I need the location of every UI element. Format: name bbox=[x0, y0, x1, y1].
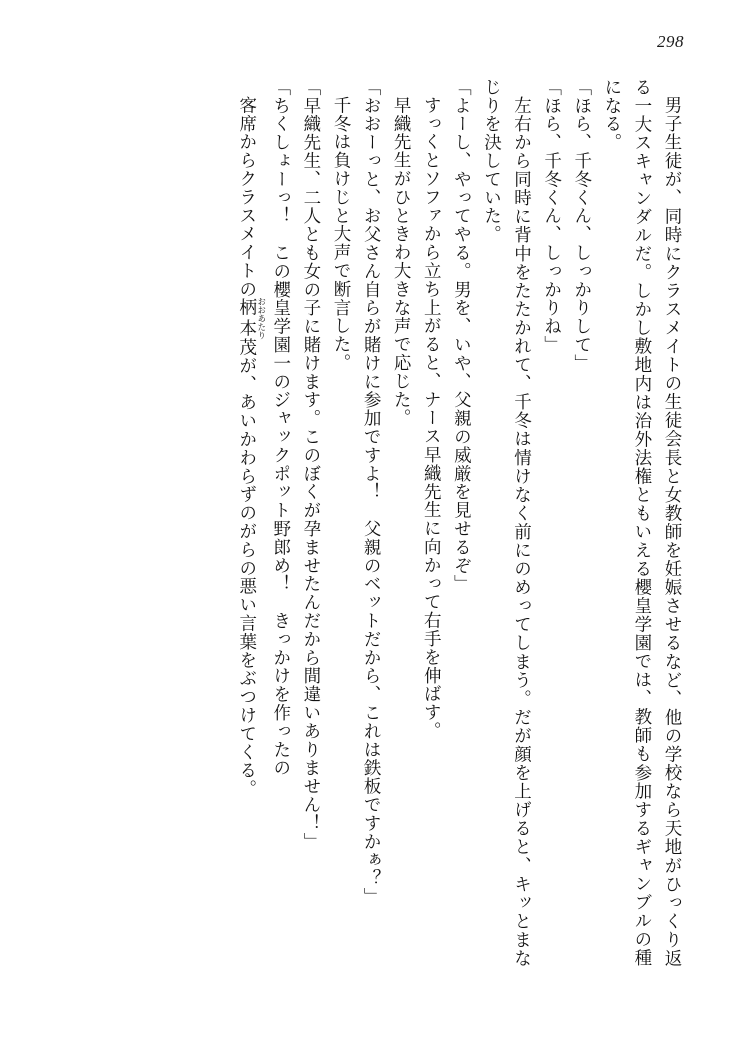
page-number: 298 bbox=[657, 32, 684, 51]
ruby-base: 柄本 bbox=[237, 296, 258, 339]
paragraph: 男子生徒が、同時にクラスメイトの生徒会長と女教師を妊娠させるなど、他の学校なら天地がひっくり返る一大スキャンダルだ。しかし敷地内は治外法権ともいえる櫻皇学園では、教師も参加するギャンブルの種になる。 bbox=[602, 78, 683, 967]
paragraph: 「よーし、やってやる。男を、いや、父親の威厳を見せるぞ」 bbox=[452, 78, 473, 594]
paragraph: 「ほら、千冬くん、しっかりして」 bbox=[572, 78, 593, 373]
paragraph: 左右から同時に背中をたたかれて、千冬は情けなく前にのめってしまう。だが顔を上げると、キッとまなじりを決していた。 bbox=[482, 78, 533, 967]
paragraph: すっくとソファから立ち上がると、ナース早織先生に向かって右手を伸ばす。 bbox=[422, 95, 443, 740]
paragraph: 早織先生がひときわ大きな声で応じた。 bbox=[392, 95, 413, 427]
paragraph: 「おおーっと、お父さん自らが賭けに参加ですよ！ 父親のベットだから、これは鉄板ですかぁ？」 bbox=[362, 78, 383, 906]
paragraph: 「ほら、千冬くん、しっかりね」 bbox=[542, 78, 563, 354]
paragraph: 千冬は負けじと大声で断言した。 bbox=[331, 95, 352, 372]
page-text-body bbox=[56, 78, 688, 967]
paragraph: 「早織先生、二人とも女の子に賭けます。このぼくが孕ませたんだから間違いありません！」 bbox=[301, 78, 322, 851]
paragraph-text: 茂が、あいかわらずのがらの悪い言葉をぶつけてくる。 bbox=[237, 337, 258, 798]
paragraph-text: 客席からクラスメイトの bbox=[237, 95, 258, 298]
ruby-text: おおあたり bbox=[256, 296, 267, 339]
ruby-annotation bbox=[237, 296, 267, 339]
paragraph: 「ちくしょーっ！ この櫻皇学園一のジャックポット野郎め！ きっかけを作ったの bbox=[271, 78, 292, 778]
paragraph-with-ruby bbox=[233, 78, 267, 967]
